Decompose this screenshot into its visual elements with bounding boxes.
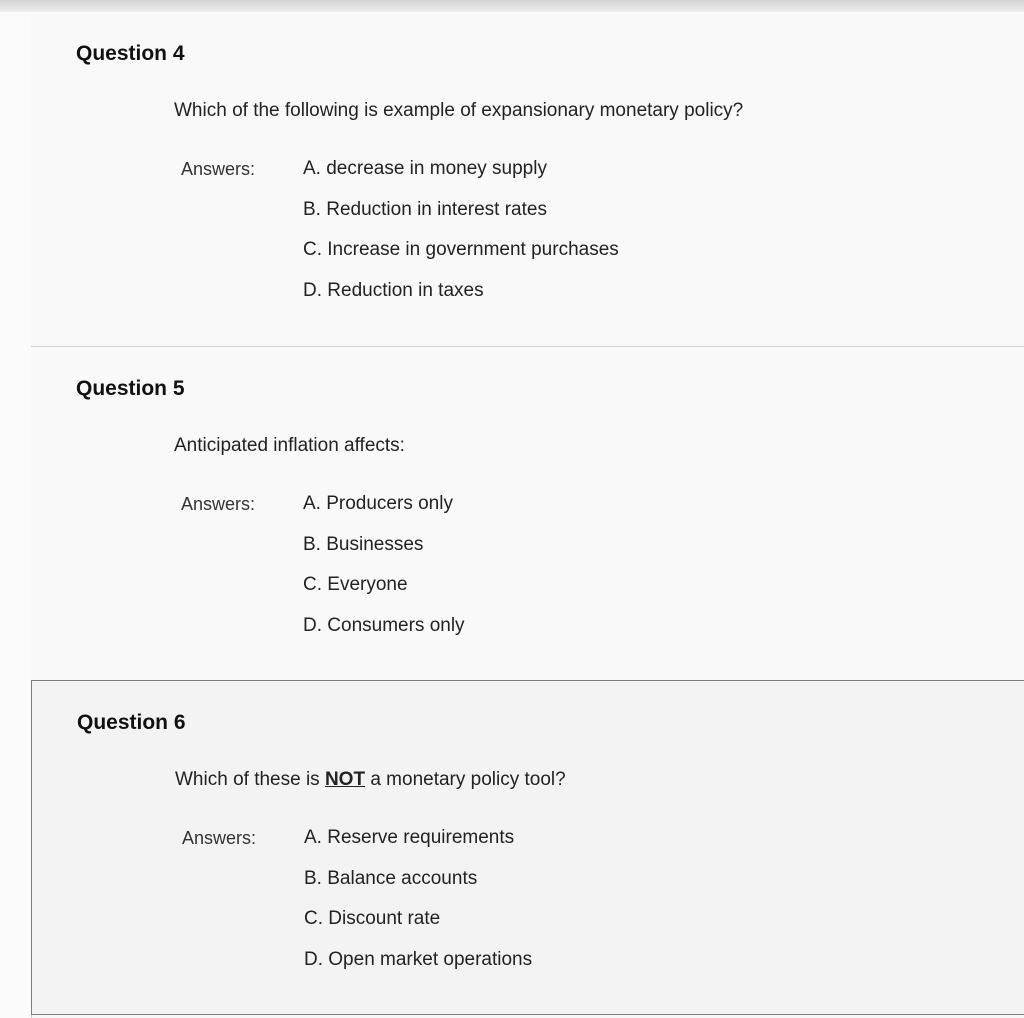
answer-list — [304, 827, 532, 989]
question-text-after: a monetary policy tool? — [365, 769, 566, 790]
answer-list — [303, 158, 619, 320]
question-text-emphasis: NOT — [324, 769, 366, 790]
answers-label: Answers: — [181, 159, 256, 179]
answer-option-d: D. Consumers only — [303, 614, 465, 636]
answers-label: Answers: — [181, 494, 256, 514]
question-text — [175, 769, 566, 791]
answer-option-d: D. Open market operations — [304, 948, 533, 970]
answer-list — [303, 493, 465, 655]
answer-option-b: B. Reduction in interest rates — [303, 198, 547, 220]
question-4 — [31, 12, 1024, 347]
question-title: Question 4 — [76, 42, 185, 65]
question-text: Anticipated inflation affects: — [174, 435, 405, 456]
answer-option-b: B. Balance accounts — [304, 867, 478, 889]
answer-option-a: A. decrease in money supply — [303, 158, 547, 179]
browser-top-bar — [0, 0, 1024, 12]
question-title: Question 6 — [77, 711, 186, 734]
answer-option-c: C. Everyone — [303, 574, 408, 595]
question-title: Question 5 — [76, 377, 185, 400]
answer-option-b: B. Businesses — [303, 533, 424, 555]
answer-option-d: D. Reduction in taxes — [303, 279, 484, 301]
left-gutter — [0, 12, 32, 1018]
question-text: Which of the following is example of expansionary monetary policy? — [174, 100, 744, 121]
question-6 — [31, 681, 1024, 1015]
quiz-page — [0, 12, 1024, 1018]
answer-option-a: A. Reserve requirements — [304, 827, 515, 848]
answer-option-c: C. Increase in government purchases — [303, 239, 619, 260]
answer-option-a: A. Producers only — [303, 493, 453, 514]
question-text-before: Which of these is — [175, 769, 325, 790]
answer-option-c: C. Discount rate — [304, 908, 441, 929]
answers-label: Answers: — [182, 828, 257, 848]
question-5 — [31, 347, 1024, 681]
